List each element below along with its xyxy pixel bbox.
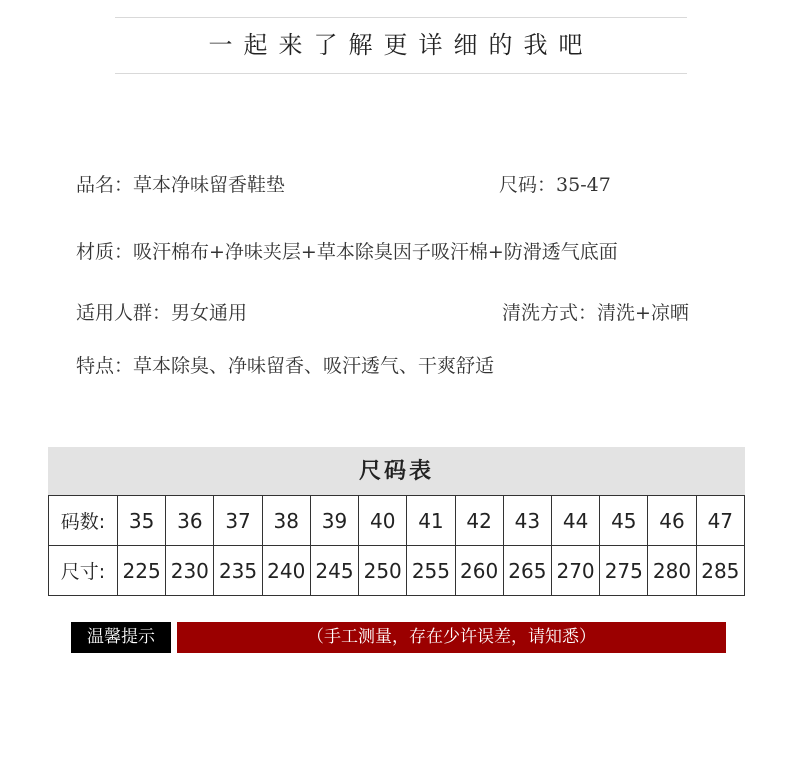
size-chart-title: 尺码表: [48, 447, 745, 495]
size-length-cell: 255: [407, 546, 455, 596]
product-name-row: [76, 172, 285, 198]
material-value: 吸汗棉布+净味夹层+草本除臭因子吸汗棉+防滑透气底面: [133, 241, 618, 263]
size-length-cell: 235: [214, 546, 262, 596]
size-number-cell: 39: [310, 496, 358, 546]
size-chart-table: [48, 495, 745, 596]
size-length-cell: 285: [696, 546, 744, 596]
size-range-label: 尺码：: [499, 174, 557, 196]
size-number-cell: 45: [600, 496, 648, 546]
washing-label: 清洗方式：: [502, 302, 598, 324]
size-number-row: [49, 496, 745, 546]
washing-value: 清洗+凉晒: [597, 302, 689, 324]
size-number-label: 码数:: [49, 496, 118, 546]
audience-value: 男女通用: [171, 302, 248, 324]
notice-label: 温馨提示: [71, 622, 171, 653]
size-number-cell: 36: [166, 496, 214, 546]
title-top-divider: [115, 17, 687, 18]
material-label: 材质：: [76, 241, 134, 263]
size-length-cell: 250: [359, 546, 407, 596]
size-number-cell: 37: [214, 496, 262, 546]
size-length-label: 尺寸:: [49, 546, 118, 596]
size-length-cell: 230: [166, 546, 214, 596]
size-length-cell: 275: [600, 546, 648, 596]
audience-row: [76, 300, 247, 326]
washing-row: [502, 300, 689, 326]
features-value: 草本除臭、净味留香、吸汗透气、干爽舒适: [133, 355, 495, 377]
size-number-cell: 44: [551, 496, 599, 546]
size-length-row: [49, 546, 745, 596]
features-row: [76, 353, 494, 379]
audience-label: 适用人群：: [76, 302, 172, 324]
size-number-cell: 42: [455, 496, 503, 546]
size-chart: [48, 447, 745, 596]
size-number-cell: 35: [118, 496, 166, 546]
size-length-cell: 265: [503, 546, 551, 596]
size-number-cell: 40: [359, 496, 407, 546]
size-number-cell: 43: [503, 496, 551, 546]
size-number-cell: 47: [696, 496, 744, 546]
product-name-value: 草本净味留香鞋垫: [133, 174, 286, 196]
title-bottom-divider: [115, 73, 687, 74]
size-range-value: 35-47: [556, 174, 611, 196]
size-length-cell: 260: [455, 546, 503, 596]
size-number-cell: 38: [262, 496, 310, 546]
size-length-cell: 245: [310, 546, 358, 596]
features-label: 特点：: [76, 355, 134, 377]
material-row: [76, 239, 618, 265]
page-title: 一起来了解更详细的我吧: [208, 31, 594, 59]
notice-text: （手工测量，存在少许误差，请知悉）: [177, 622, 726, 653]
size-range-row: [499, 172, 611, 198]
size-length-cell: 270: [551, 546, 599, 596]
size-length-cell: 280: [648, 546, 696, 596]
size-length-cell: 240: [262, 546, 310, 596]
size-length-cell: 225: [118, 546, 166, 596]
size-number-cell: 41: [407, 496, 455, 546]
size-number-cell: 46: [648, 496, 696, 546]
product-name-label: 品名：: [76, 174, 134, 196]
